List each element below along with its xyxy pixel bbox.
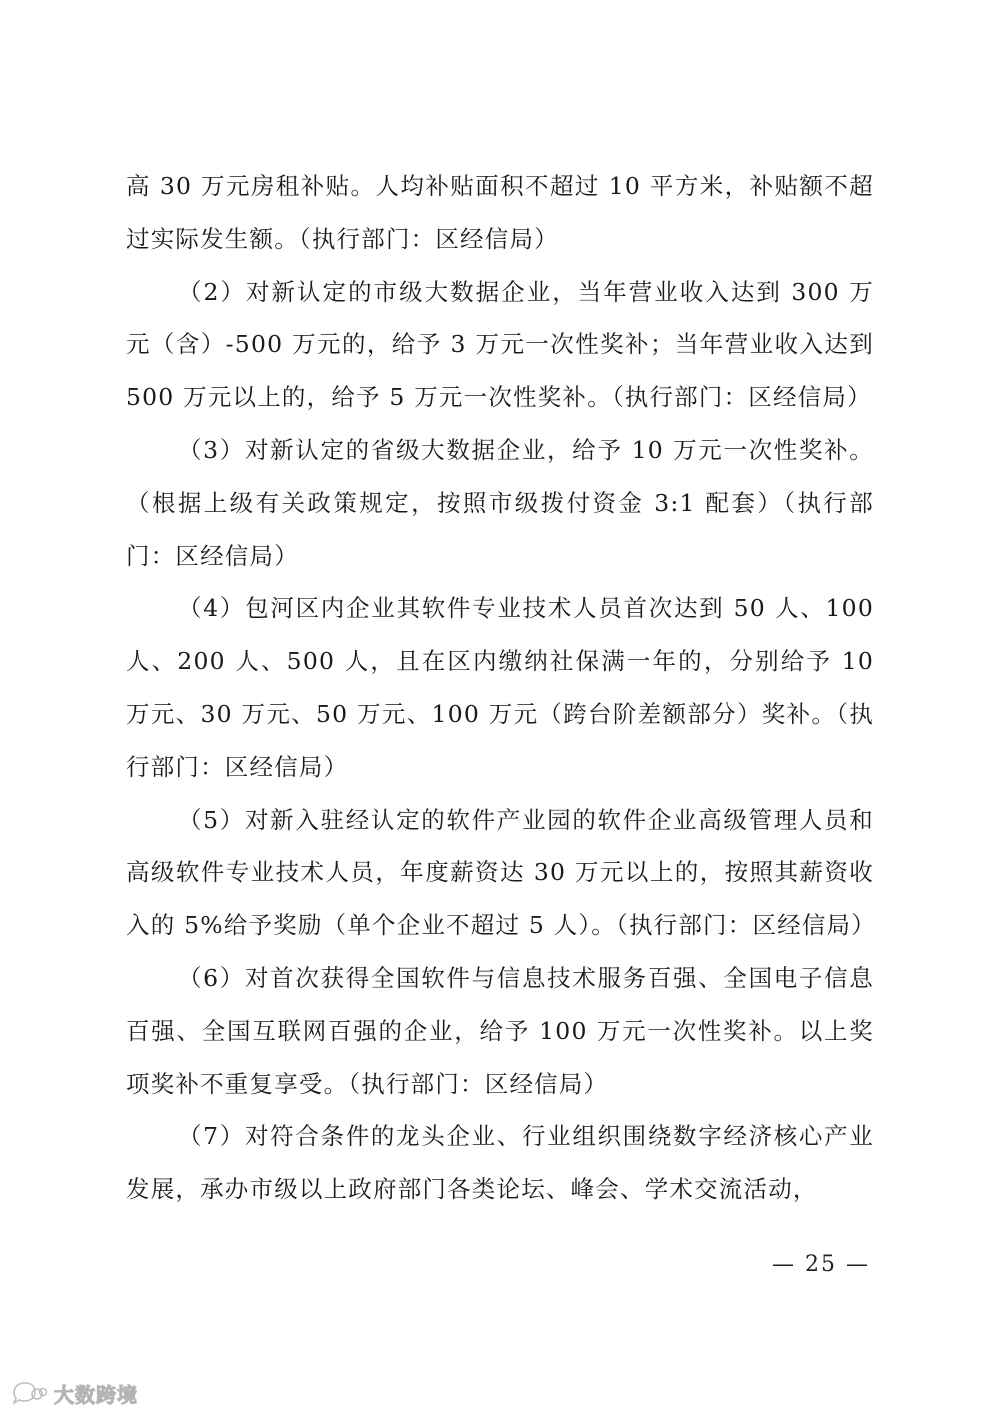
paragraph-6: （6）对首次获得全国软件与信息技术服务百强、全国电子信息百强、全国互联网百强的企业，给予 100 万元一次性奖补。以上奖项奖补不重复享受。（执行部门：区经信局）: [126, 963, 874, 1098]
speech-bubble-logo-icon: [10, 1380, 50, 1406]
document-body: [126, 160, 874, 1216]
page-number: — 25 —: [772, 1252, 870, 1277]
paragraph-7: （7）对符合条件的龙头企业、行业组织围绕数字经济核心产业发展，承办市级以上政府部门各类论坛、峰会、学术交流活动，: [126, 1122, 874, 1204]
paragraph-4: （4）包河区内企业其软件专业技术人员首次达到 50 人、100 人、200 人、500 人，且在区内缴纳社保满一年的，分别给予 10 万元、30 万元、50 万元、100 万元（跨台阶差额部分）奖补。（执行部门：区经信局）: [126, 594, 874, 781]
paragraph-3: （3）对新认定的省级大数据企业，给予 10 万元一次性奖补。（根据上级有关政策规定，按照市级拨付资金 3:1 配套）（执行部门：区经信局）: [126, 435, 874, 570]
watermark-text: 大数跨境: [54, 1382, 138, 1407]
paragraph-5: （5）对新入驻经认定的软件产业园的软件企业高级管理人员和高级软件专业技术人员，年度薪资达 30 万元以上的，按照其薪资收入的 5%给予奖励（单个企业不超过 5 人）。（执行部门：区经信局）: [126, 805, 876, 940]
paragraph-1: 高 30 万元房租补贴。人均补贴面积不超过 10 平方米，补贴额不超过实际发生额。（执行部门：区经信局）: [126, 172, 874, 253]
watermark: [10, 1378, 138, 1408]
paragraph-2: （2）对新认定的市级大数据企业，当年营业收入达到 300 万元（含）-500 万元的，给予 3 万元一次性奖补；当年营业收入达到 500 万元以上的，给予 5 万元一次性奖补。（执行部门：区经信局）: [126, 277, 874, 412]
